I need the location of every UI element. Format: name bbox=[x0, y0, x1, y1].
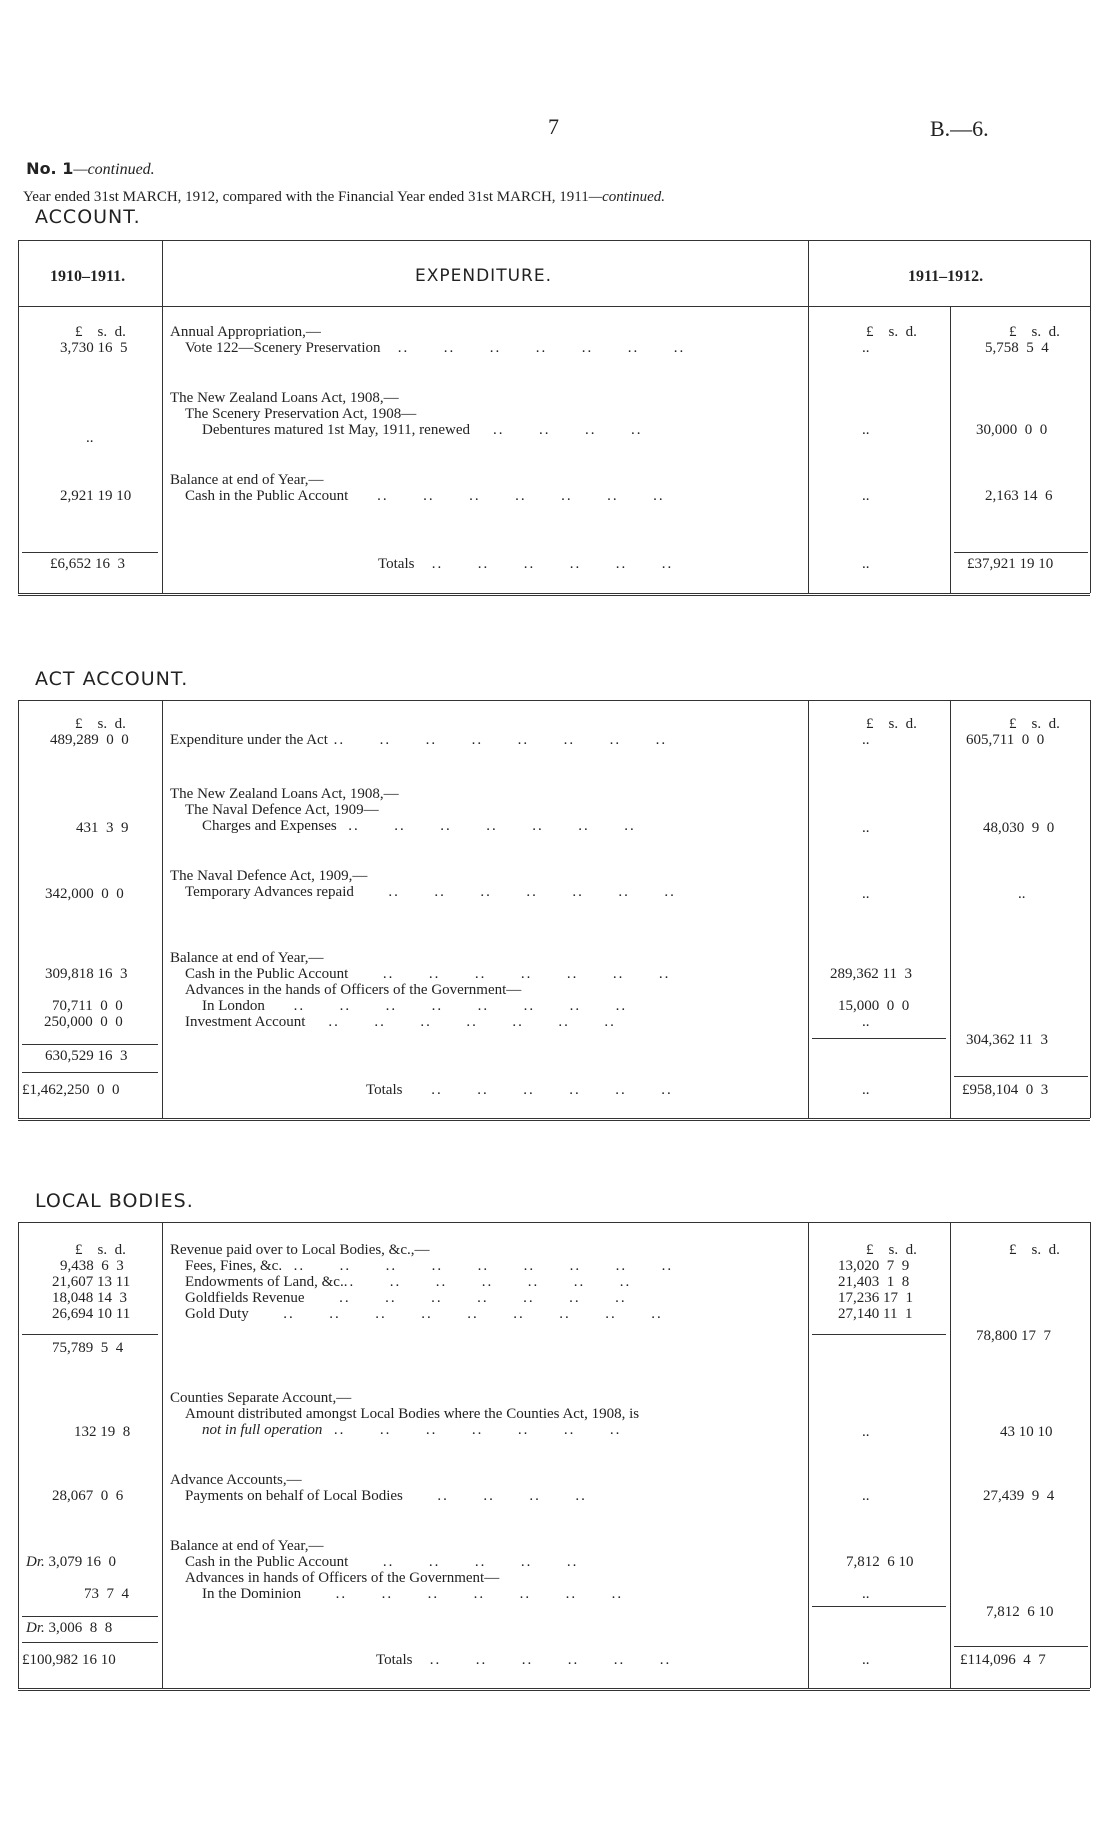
row-subheading: The Naval Defence Act, 1909— bbox=[185, 802, 379, 818]
rule bbox=[18, 240, 1090, 241]
rule bbox=[1090, 700, 1091, 1118]
row-label: not in full operation .. .. .. .. .. .. .. bbox=[202, 1422, 622, 1438]
rule bbox=[18, 1688, 1090, 1691]
rule bbox=[18, 1222, 1090, 1223]
row-heading: The Naval Defence Act, 1909,— bbox=[170, 868, 368, 884]
amount-mid: .. bbox=[862, 422, 870, 438]
amount-mid: 21,403 1 8 bbox=[838, 1274, 910, 1290]
amount-1911: 7,812 6 10 bbox=[986, 1604, 1054, 1620]
row-label-text: Charges and Expenses bbox=[202, 818, 337, 834]
rule bbox=[950, 700, 951, 1118]
amount-1910: 21,607 13 11 bbox=[52, 1274, 131, 1290]
row-label: Temporary Advances repaid .. .. .. .. .. .. .. bbox=[185, 884, 676, 900]
row-label-text: Investment Account bbox=[185, 1014, 306, 1030]
row-label-text: Vote 122—Scenery Preservation bbox=[185, 340, 381, 356]
row-subheading: Advances in the hands of Officers of the Government— bbox=[185, 982, 522, 998]
table-number-label: No. 1 bbox=[26, 159, 74, 178]
row-label: Gold Duty .. .. .. .. .. .. .. .. .. bbox=[185, 1306, 663, 1322]
amount-1910: 9,438 6 3 bbox=[60, 1258, 124, 1274]
lsd-header: £ s. d. bbox=[1009, 324, 1060, 340]
amount-1910: 18,048 14 3 bbox=[52, 1290, 127, 1306]
rule bbox=[1090, 240, 1091, 593]
rule bbox=[954, 1646, 1088, 1647]
rule bbox=[18, 306, 1090, 307]
row-label-text: Expenditure under the Act bbox=[170, 732, 328, 748]
document-ref: B.—6. bbox=[930, 116, 989, 141]
rule bbox=[808, 240, 809, 593]
amount-1911: 2,163 14 6 bbox=[985, 488, 1053, 504]
total-1911: £114,096 4 7 bbox=[960, 1652, 1046, 1668]
rule bbox=[812, 1334, 946, 1335]
row-subheading: Amount distributed amongst Local Bodies where the Counties Act, 1908, is bbox=[185, 1406, 640, 1422]
lsd-header: £ s. d. bbox=[866, 1242, 917, 1258]
amount-mid: 289,362 11 3 bbox=[830, 966, 912, 982]
rule bbox=[18, 700, 19, 1118]
row-label: Payments on behalf of Local Bodies .. .. .. .. bbox=[185, 1488, 587, 1504]
lsd-header: £ s. d. bbox=[75, 324, 126, 340]
amount-mid: 17,236 17 1 bbox=[838, 1290, 913, 1306]
year-line-text: Year ended 31st MARCH, 1912, compared with the Financial Year ended 31st MARCH, 1911 bbox=[22, 189, 589, 205]
amount-mid: .. bbox=[862, 1488, 870, 1504]
amount-1910: 73 7 4 bbox=[84, 1586, 129, 1602]
rule bbox=[18, 240, 19, 593]
row-heading: Revenue paid over to Local Bodies, &c.,— bbox=[170, 1242, 430, 1258]
rule bbox=[22, 1334, 158, 1335]
row-subheading: The Scenery Preservation Act, 1908— bbox=[185, 406, 417, 422]
rule bbox=[162, 240, 163, 593]
row-label: Cash in the Public Account .. .. .. .. .. .. .. bbox=[185, 966, 671, 982]
rule bbox=[162, 1222, 163, 1688]
totals-label: Totals .. .. .. .. .. .. bbox=[376, 1652, 672, 1668]
amount-1910: 70,711 0 0 bbox=[52, 998, 123, 1014]
row-label: In the Dominion .. .. .. .. .. .. .. bbox=[202, 1586, 624, 1602]
amount-mid: .. bbox=[862, 556, 870, 572]
row-heading: Balance at end of Year,— bbox=[170, 950, 324, 966]
amount-1910: 342,000 0 0 bbox=[45, 886, 124, 902]
amount-1910: 489,289 0 0 bbox=[50, 732, 129, 748]
amount-1910-sum bbox=[26, 1620, 112, 1637]
totals-label-text: Totals bbox=[378, 556, 415, 572]
row-label-text: Payments on behalf of Local Bodies bbox=[185, 1488, 403, 1504]
amount-1910: 250,000 0 0 bbox=[44, 1014, 123, 1030]
row-label: Vote 122—Scenery Preservation .. .. .. .. .. .. .. bbox=[185, 340, 686, 356]
amount-1911: 605,711 0 0 bbox=[966, 732, 1045, 748]
amount-1911: 48,030 9 0 bbox=[983, 820, 1055, 836]
totals-label: Totals .. .. .. .. .. .. bbox=[366, 1082, 673, 1098]
continued-label: —continued. bbox=[73, 161, 155, 178]
total-1910: £6,652 16 3 bbox=[50, 556, 125, 572]
row-label: Expenditure under the Act .. .. .. .. .. .. .. .. bbox=[170, 732, 668, 748]
rule bbox=[954, 1076, 1088, 1077]
amount-mid: .. bbox=[862, 1424, 870, 1440]
amount-mid: 15,000 0 0 bbox=[838, 998, 910, 1014]
amount-1911: 304,362 11 3 bbox=[966, 1032, 1048, 1048]
rule bbox=[18, 1222, 19, 1688]
row-subheading: Advances in hands of Officers of the Government— bbox=[185, 1570, 500, 1586]
row-heading: The New Zealand Loans Act, 1908,— bbox=[170, 786, 399, 802]
rule bbox=[22, 1616, 158, 1617]
totals-label-text: Totals bbox=[366, 1082, 403, 1098]
row-label-text: Cash in the Public Account bbox=[185, 488, 349, 504]
amount-1910: 309,818 16 3 bbox=[45, 966, 128, 982]
row-label: Fees, Fines, &c. .. .. .. .. .. .. .. .. .. bbox=[185, 1258, 674, 1274]
row-heading: Counties Separate Account,— bbox=[170, 1390, 352, 1406]
row-label-text: Cash in the Public Account bbox=[185, 966, 349, 982]
amount-1911: 78,800 17 7 bbox=[976, 1328, 1051, 1344]
amount-1911: 43 10 10 bbox=[1000, 1424, 1053, 1440]
rule bbox=[18, 593, 1090, 596]
amount-mid: .. bbox=[862, 820, 870, 836]
amount-1910: 28,067 0 6 bbox=[52, 1488, 124, 1504]
amount-mid: .. bbox=[862, 1014, 870, 1030]
row-label: Charges and Expenses .. .. .. .. .. .. .. bbox=[202, 818, 636, 834]
row-label-text: Gold Duty bbox=[185, 1306, 249, 1322]
amount-1910: 3,730 16 5 bbox=[60, 340, 128, 356]
amount-1910: 2,921 19 10 bbox=[60, 488, 132, 504]
row-label: Cash in the Public Account .. .. .. .. .. bbox=[185, 1554, 579, 1570]
amount-mid: 7,812 6 10 bbox=[846, 1554, 914, 1570]
amount-1910: .. bbox=[86, 430, 94, 446]
amount-1910-value: 3,006 8 8 bbox=[48, 1620, 113, 1636]
rule bbox=[22, 1044, 158, 1045]
page-number: 7 bbox=[548, 114, 559, 139]
lsd-header: £ s. d. bbox=[1009, 716, 1060, 732]
amount-1911: 30,000 0 0 bbox=[976, 422, 1048, 438]
row-label-text: Endowments of Land, &c. bbox=[185, 1274, 344, 1290]
row-label-text: Temporary Advances repaid bbox=[185, 884, 354, 900]
total-1910: £100,982 16 10 bbox=[22, 1652, 116, 1668]
row-label-text: not in full operation bbox=[202, 1422, 323, 1438]
amount-mid: .. bbox=[862, 1652, 870, 1668]
row-label: Investment Account .. .. .. .. .. .. .. bbox=[185, 1014, 616, 1030]
totals-label-text: Totals bbox=[376, 1652, 413, 1668]
col-header-expenditure: EXPENDITURE. bbox=[415, 266, 552, 286]
col-header-1910: 1910–1911. bbox=[50, 268, 126, 285]
rule bbox=[950, 1222, 951, 1688]
row-label-text: In London bbox=[202, 998, 265, 1014]
amount-mid: .. bbox=[862, 340, 870, 356]
amount-1910-value: 3,079 16 0 bbox=[48, 1554, 117, 1570]
rule bbox=[1090, 1222, 1091, 1688]
section-title: ACT ACCOUNT. bbox=[35, 668, 189, 690]
row-heading: Balance at end of Year,— bbox=[170, 472, 324, 488]
amount-mid: .. bbox=[862, 1586, 870, 1602]
row-label: Goldfields Revenue .. .. .. .. .. .. .. bbox=[185, 1290, 627, 1306]
row-label-text: Cash in the Public Account bbox=[185, 1554, 349, 1570]
rule bbox=[808, 1222, 809, 1688]
rule bbox=[22, 1642, 158, 1643]
lsd-header: £ s. d. bbox=[866, 324, 917, 340]
row-heading: Annual Appropriation,— bbox=[170, 324, 321, 340]
amount-1910-sum: 630,529 16 3 bbox=[45, 1048, 128, 1064]
lsd-header: £ s. d. bbox=[75, 1242, 126, 1258]
row-label-text: Fees, Fines, &c. bbox=[185, 1258, 283, 1274]
rule bbox=[812, 1038, 946, 1039]
row-heading: The New Zealand Loans Act, 1908,— bbox=[170, 390, 399, 406]
rule bbox=[22, 1072, 158, 1073]
lsd-header: £ s. d. bbox=[1009, 1242, 1060, 1258]
rule bbox=[954, 552, 1088, 553]
rule bbox=[18, 700, 1090, 701]
rule bbox=[162, 700, 163, 1118]
row-label-text: Debentures matured 1st May, 1911, renewed bbox=[202, 422, 470, 438]
lsd-header: £ s. d. bbox=[75, 716, 126, 732]
amount-mid: .. bbox=[862, 732, 870, 748]
rule bbox=[18, 1118, 1090, 1121]
row-label: In London .. .. .. .. .. .. .. .. bbox=[202, 998, 628, 1014]
year-line-continued: —continued. bbox=[588, 189, 665, 205]
totals-label: Totals .. .. .. .. .. .. bbox=[378, 556, 674, 572]
row-label-text: In the Dominion bbox=[202, 1586, 302, 1602]
section-title: LOCAL BODIES. bbox=[35, 1190, 194, 1212]
amount-1911: .. bbox=[1018, 886, 1026, 902]
section-title: ACCOUNT. bbox=[35, 206, 141, 228]
dr-label: Dr. bbox=[26, 1620, 45, 1636]
row-heading: Advance Accounts,— bbox=[170, 1472, 302, 1488]
amount-mid: .. bbox=[862, 1082, 870, 1098]
dr-label: Dr. bbox=[26, 1554, 45, 1570]
row-label: Endowments of Land, &c... .. .. .. .. .. .. bbox=[185, 1274, 632, 1290]
amount-1910 bbox=[26, 1554, 116, 1571]
total-1910: £1,462,250 0 0 bbox=[22, 1082, 120, 1098]
rule bbox=[812, 1606, 946, 1607]
amount-1911: 5,758 5 4 bbox=[985, 340, 1049, 356]
amount-mid: .. bbox=[862, 886, 870, 902]
amount-1911: 27,439 9 4 bbox=[983, 1488, 1055, 1504]
amount-1910: 431 3 9 bbox=[76, 820, 129, 836]
row-heading: Balance at end of Year,— bbox=[170, 1538, 324, 1554]
year-line bbox=[16, 172, 665, 206]
amount-mid: 27,140 11 1 bbox=[838, 1306, 913, 1322]
total-1911: £37,921 19 10 bbox=[967, 556, 1054, 572]
total-1911: £958,104 0 3 bbox=[962, 1082, 1049, 1098]
rule bbox=[950, 306, 951, 593]
amount-mid: .. bbox=[862, 488, 870, 504]
col-header-1911: 1911–1912. bbox=[908, 268, 984, 285]
lsd-header: £ s. d. bbox=[866, 716, 917, 732]
amount-mid: 13,020 7 9 bbox=[838, 1258, 910, 1274]
rule bbox=[808, 700, 809, 1118]
rule bbox=[22, 552, 158, 553]
row-label-text: Goldfields Revenue bbox=[185, 1290, 305, 1306]
amount-1910-sum: 75,789 5 4 bbox=[52, 1340, 124, 1356]
row-label: Debentures matured 1st May, 1911, renewed .. .. .. .. bbox=[202, 422, 643, 438]
row-label: Cash in the Public Account .. .. .. .. .. .. .. bbox=[185, 488, 665, 504]
amount-1910: 26,694 10 11 bbox=[52, 1306, 131, 1322]
amount-1910: 132 19 8 bbox=[74, 1424, 131, 1440]
